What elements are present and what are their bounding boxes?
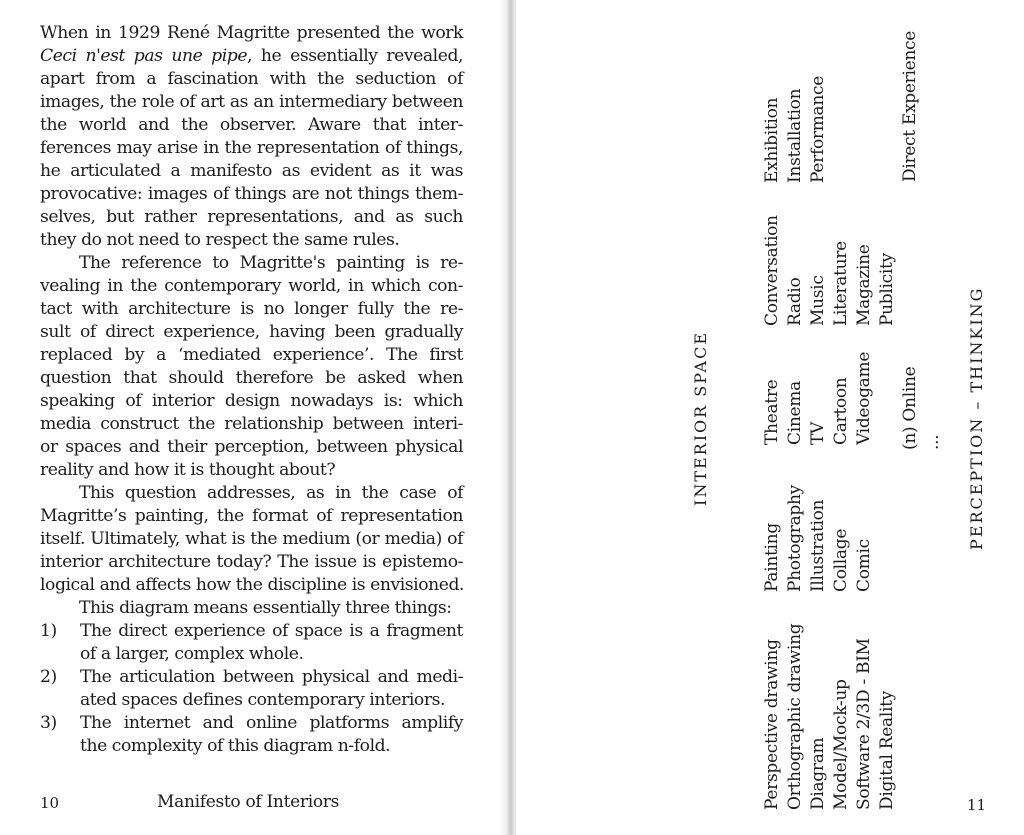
diagram-entry: ... [923,434,943,450]
text-line: This question addresses, as in the case of [79,483,463,503]
diagram-entry: Software 2/3D - BIM [854,638,874,810]
diagram-entry: Theatre [762,379,782,445]
list-line: The articulation between physical and medi- [80,667,463,687]
text-line: provocative: images of things are not things them- [40,184,463,204]
left-page [0,0,511,835]
text-line: sult of direct experience, having been gradually [40,322,463,342]
body-text [40,22,463,758]
diagram-column-representation [761,620,899,810]
diagram-column-screen [761,345,876,445]
diagram-entry: Conversation [762,215,782,326]
text-line-italic-title: Ceci n'est pas une pipe, he essentially revealed, [40,46,464,66]
text-line: interior architecture today? The issue is epistemo- [40,552,463,572]
diagram-entry: Radio [785,277,805,326]
text-line: replaced by a ‘mediated experience’. The first [40,345,463,365]
text-line: tact with architecture is no longer fully the re- [40,299,463,319]
list-item [40,666,463,712]
text-line: or spaces and their perception, between physical [40,437,463,457]
text-line: images, the role of art as an intermediary between [40,92,463,112]
diagram-entry: Model/Mock-up [831,679,851,810]
diagram-direct-experience: Direct Experience [900,30,920,182]
list-item [40,712,463,758]
diagram-column-sound [761,206,899,326]
diagram-entry: Perspective drawing [762,639,782,810]
diagram-entry: (n) Online [900,366,920,450]
running-title: Manifesto of Interiors [157,792,340,812]
list-line: The internet and online platforms amplify [80,713,463,733]
text-line: he articulated a manifesto as evident as it was [40,161,463,181]
heading-interior-space: INTERIOR SPACE [691,330,710,506]
diagram-entry: Installation [785,88,805,183]
page-number-right: 11 [967,796,987,814]
text-line: This diagram means essentially three things: [79,598,452,618]
page-number-left: 10 [40,794,60,812]
diagram-entry: Collage [831,528,851,592]
list-number: 2) [40,667,57,687]
diagram-entry: Photography [785,485,805,592]
artwork-title: Ceci n'est pas une pipe [40,46,248,66]
text-line: Magritte’s painting, the format of representation [40,506,463,526]
text-line: ferences may arise in the representation of things, [40,138,463,158]
text-line: vealing in the contemporary world, in which con- [40,276,463,296]
diagram-entry: Cinema [785,381,805,445]
diagram-column-image [761,470,876,592]
text-line: apart from a fascination with the seduction of [40,69,463,89]
diagram-entry: Exhibition [762,97,782,183]
text-line: The reference to Magritte's painting is re- [79,253,463,273]
diagram-entry: Illustration [808,499,828,592]
text-line: media construct the relationship between interi- [40,414,463,434]
text-line: itself. Ultimately, what is the medium (or media) of [40,529,463,549]
text-line: they do not need to respect the same rules. [40,230,400,250]
list-line: of a larger, complex whole. [80,644,304,664]
text-line: the world and the observer. Aware that inter- [40,115,463,135]
text-line: selves, but rather representations, and as such [40,207,463,227]
text-line: question that should therefore be asked when [40,368,463,388]
diagram-entry: Diagram [808,737,828,810]
heading-perception-thinking: PERCEPTION – THINKING [967,286,986,550]
list-number: 3) [40,713,57,733]
text-line: reality and how it is thought about? [40,460,336,480]
list-line: The direct experience of space is a fragment [80,621,463,641]
diagram-entry: Music [808,275,828,326]
diagram-entry: Comic [854,539,874,592]
list-line: ated spaces defines contemporary interiors. [80,690,445,710]
diagram-entry: Performance [808,75,828,183]
diagram-entry: Literature [831,241,851,326]
diagram-entry: TV [808,421,828,445]
text-line: logical and affects how the discipline is envisioned. [40,575,465,595]
text-line: When in 1929 René Magritte presented the work [40,23,463,43]
diagram-entry: Magazine [854,244,874,326]
diagram-entry: Cartoon [831,377,851,445]
diagram-entry: Publicity [877,253,897,326]
list-line: the complexity of this diagram n-fold. [80,736,391,756]
diagram-entry: Digital Reality [877,691,897,810]
text-line: speaking of interior design nowadays is: which [40,391,463,411]
diagram-column-online [899,360,945,450]
diagram-column-space [761,68,830,183]
diagram-entry: Painting [762,523,782,592]
list-item [40,620,463,666]
diagram-entry: Videogame [854,351,874,445]
list-number: 1) [40,621,57,641]
diagram-entry: Orthographic drawing [785,623,805,810]
